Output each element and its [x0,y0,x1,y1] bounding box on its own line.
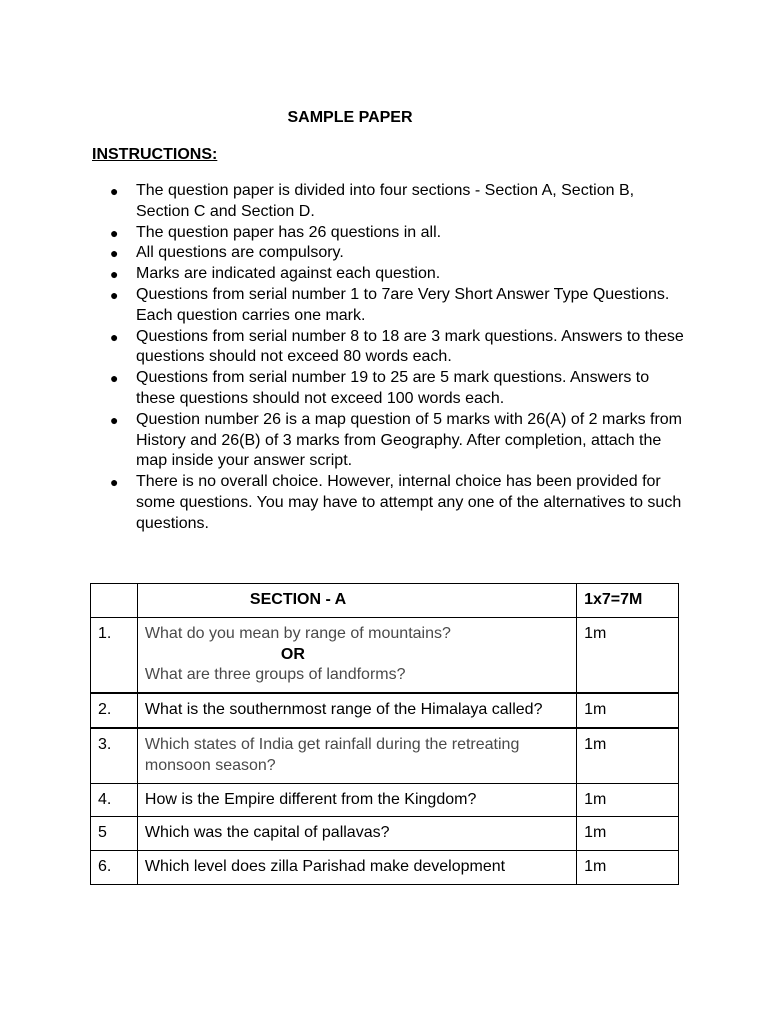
bullet-icon: ● [110,266,119,283]
instructions-heading: INSTRUCTIONS: [92,146,218,163]
question-number: 2. [91,693,138,728]
page-title: SAMPLE PAPER [287,109,413,126]
question-text: Which states of India get rainfall during the retreating monsoon season? [137,728,576,783]
table-row [91,783,679,817]
question-text: Which was the capital of pallavas? [137,817,576,851]
question-number: 5 [91,817,138,851]
section-header-row [91,584,679,618]
question-marks: 1m [577,851,679,885]
bullet-icon: ● [110,411,119,428]
question-text: Which level does zilla Parishad make development [137,851,576,885]
question-marks: 1m [577,728,679,783]
instructions-list [110,181,690,535]
question-text: How is the Empire different from the Kingdom? [137,783,576,817]
or-label: OR [280,645,305,663]
instruction-item: ● All questions are compulsory. [110,243,690,264]
bullet-icon: ● [110,370,119,387]
instruction-item: ● The question paper is divided into four sections - Section A, Section B, Section C and Section D. [110,182,635,220]
bullet-icon: ● [110,328,119,345]
question-number: 4. [91,783,138,817]
section-marks: 1x7=7M [577,584,679,618]
question-text: What is the southernmost range of the Himalaya called? [137,693,576,728]
instruction-item: ● There is no overall choice. However, internal choice has been provided for some questions. You may have to attempt any one of the alternatives to such questions. [110,473,682,532]
bullet-icon: ● [110,286,119,303]
instruction-item: ● Questions from serial number 8 to 18 are 3 mark questions. Answers to these questions should not exceed 80 words each. [110,327,684,366]
table-row [91,617,679,693]
question-main: What do you mean by range of mountains? [144,624,451,642]
question-number: 6. [91,851,138,885]
instruction-item: ● Questions from serial number 1 to 7are Very Short Answer Type Questions. Each question carries one mark. [110,285,670,324]
table-row [91,728,679,783]
question-number: 3. [91,728,138,783]
questions-table [90,583,679,885]
question-alternative: What are three groups of landforms? [144,666,406,684]
bullet-icon: ● [110,245,119,262]
table-cell [91,584,138,618]
instruction-item: ● Questions from serial number 19 to 25 are 5 mark questions. Answers to these questions should not exceed 100 words each. [110,369,650,407]
table-row [91,817,679,851]
bullet-icon: ● [110,474,119,491]
bullet-icon: ● [110,183,119,199]
table-row [91,851,679,885]
instruction-item: ● The question paper has 26 questions in all. [110,223,690,244]
question-marks: 1m [577,783,679,817]
instruction-item: ● Question number 26 is a map question of 5 marks with 26(A) of 2 marks from History and 26(B) of 3 marks from Geography. After completion, attach the map inside your answer script. [110,410,683,470]
question-marks: 1m [577,693,679,728]
section-title: SECTION - A [137,584,576,618]
table-row [91,693,679,728]
bullet-icon: ● [110,224,119,241]
question-text [137,617,576,693]
question-marks: 1m [577,617,679,693]
instruction-item: ● Marks are indicated against each question. [110,264,690,285]
question-number: 1. [91,617,138,693]
question-marks: 1m [577,817,679,851]
